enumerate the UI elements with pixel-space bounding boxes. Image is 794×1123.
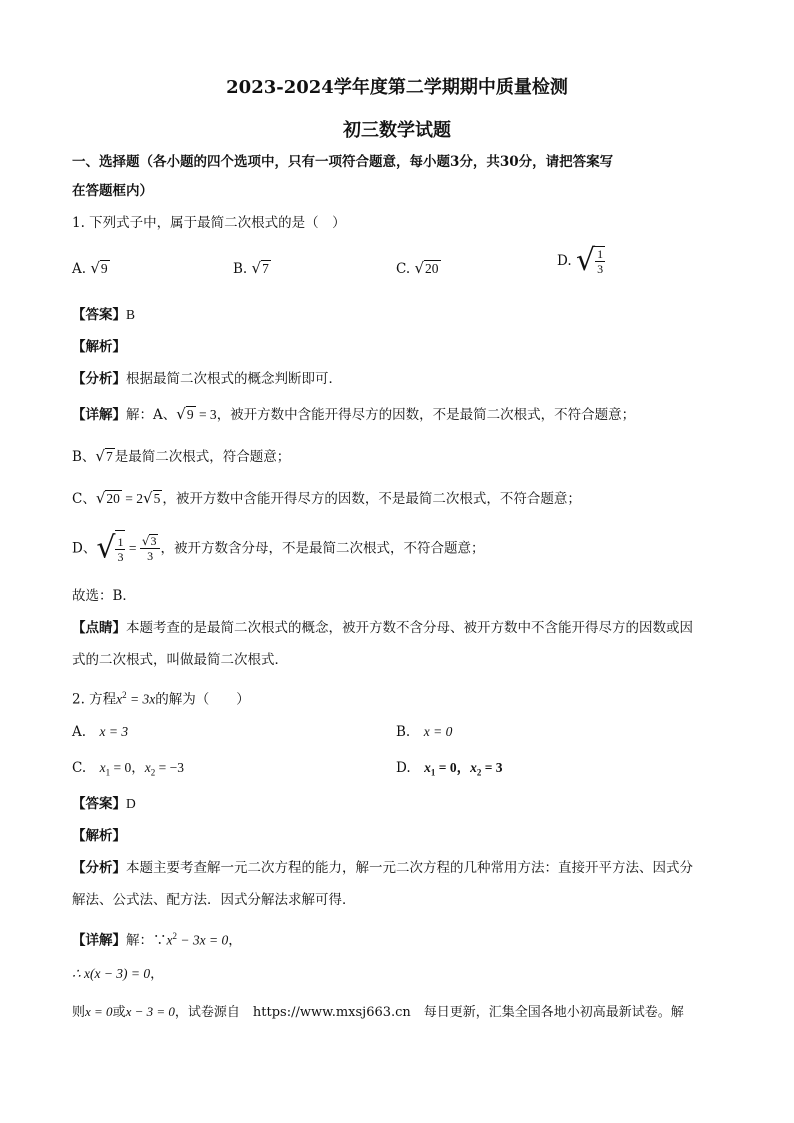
option-letter: D.	[557, 253, 572, 269]
fraction: $\frac{1}{3}$	[117, 535, 124, 564]
q1-detail-b: B、√7 是最简二次根式，符合题意；	[72, 447, 291, 465]
q2-option-d: D. $x_1 = 0$，$x_2 = 3$	[396, 760, 503, 778]
sqrt-icon: √	[143, 489, 153, 507]
q1-option-b	[233, 258, 271, 279]
sqrt-icon: √	[251, 259, 262, 277]
sqrt-icon: √	[575, 243, 596, 278]
q1-answer	[72, 305, 135, 325]
q1-conclusion: 故选：B．	[72, 588, 136, 604]
radicand: 7	[262, 261, 269, 276]
sqrt-icon: √	[96, 530, 116, 566]
q1-dianjing-line1: 【点睛】本题考查的是最简二次根式的概念，被开方数不含分母、被开方数中不含能开得尽方的因数或因	[72, 620, 693, 636]
q2-fenxi-line1: 【分析】本题主要考查解一元二次方程的能力，解一元二次方程的几种常用方法：直接开平方法、因式分	[72, 860, 693, 876]
q2-option-b: B. x = 0	[396, 724, 453, 740]
sqrt-icon: √	[414, 259, 424, 277]
sqrt-icon: √	[95, 447, 105, 465]
q2-detail-line1: 【详解】解：$\because x^2 - 3x = 0$，	[72, 931, 242, 949]
section-heading-line2: 在答题框内）	[72, 183, 153, 199]
q1-detail-c: C、√20 = 2√5 ，被开方数中含能开得尽方的因数，不是最简二次根式，不符合题意；	[72, 489, 581, 507]
option-letter: C.	[396, 261, 411, 277]
q2-detail-line3: 则x = 0或x − 3 = 0，试卷源自 https://www.mxsj663.cn 每日更新，汇集全国各地小初高最新试卷。解	[72, 1004, 684, 1020]
q1-stem: 1. 下列式子中，属于最简二次根式的是（ ）	[72, 215, 346, 231]
q1-detail-d: D、√ $\frac{1}{3}$ = $\frac{√3}{3}$ ，被开方数含分母，不是最简二次根式，不符合题意；	[72, 530, 485, 566]
q2-detail-line2: ∴ x(x − 3) = 0，	[72, 966, 164, 982]
fraction: $\frac{1}{3}$	[597, 247, 604, 276]
section-heading-line1: 一、选择题（各小题的四个选项中，只有一项符合题意，每小题3分，共30分，请把答案写	[72, 154, 614, 170]
answer-tag: 【答案】	[72, 307, 126, 323]
q2-analysis-tag: 【解析】	[72, 828, 126, 844]
answer-value: B	[126, 307, 136, 322]
q1-dianjing-line2: 式的二次根式，叫做最简二次根式．	[72, 652, 288, 668]
q1-option-c	[396, 258, 441, 279]
q1-analysis-tag: 【解析】	[72, 339, 126, 355]
q2-fenxi-line2: 解法、公式法、配方法．因式分解法求解可得．	[72, 892, 356, 908]
option-letter: A.	[72, 261, 87, 277]
q2-option-a: A. x = 3	[72, 724, 129, 740]
q2-stem: 2. 方程$x^2 = 3x$的解为（ ）	[72, 690, 250, 708]
q2-answer: 【答案】D	[72, 796, 136, 812]
radicand: 20	[425, 261, 439, 276]
fraction: $\frac{√3}{3}$	[140, 534, 161, 563]
radicand: 9	[100, 261, 108, 276]
sqrt-icon: √	[176, 405, 186, 423]
q1-fenxi: 【分析】根据最简二次根式的概念判断即可．	[72, 371, 342, 387]
exam-title: 2023-2024学年度第二学期期中质量检测	[226, 77, 568, 98]
q1-option-d	[557, 243, 605, 278]
q2-option-c: C. $x_1 = 0$，$x_2 = -3$	[72, 760, 184, 778]
sqrt-icon: √	[95, 489, 106, 507]
option-letter: B.	[233, 261, 248, 277]
sqrt-icon: √	[141, 534, 150, 548]
exam-subtitle: 初三数学试题	[343, 120, 451, 141]
sqrt-icon: √	[90, 259, 100, 277]
q1-option-a	[72, 258, 110, 279]
q1-detail-a: 【详解】解：A、√9 = 3，被开方数中含能开得尽方的因数，不是最简二次根式，不符合题意；	[72, 405, 636, 423]
